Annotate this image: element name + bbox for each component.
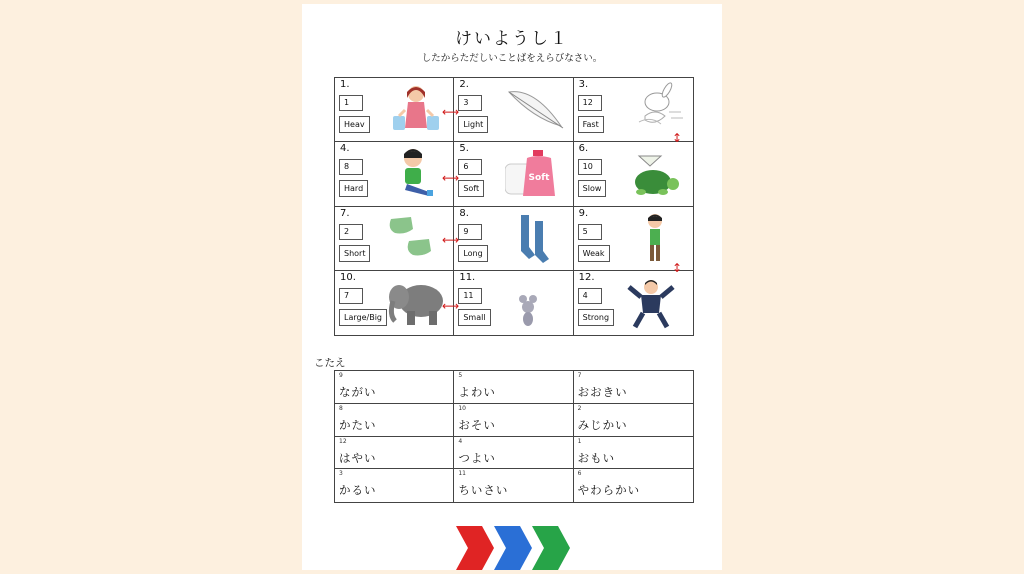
answer-word: みじかい [577,417,628,432]
blue-chevron-icon [494,526,532,570]
answer-number: 9 [339,372,343,379]
answer-cell [335,404,454,437]
vocab-cell [335,142,454,206]
answer-box: 1 [339,95,363,111]
short-socks-icon [385,211,447,265]
answers-label: こたえ [314,357,346,369]
thin-boy-icon [625,211,687,265]
answer-cell [574,404,693,437]
answer-word: おそい [458,417,496,432]
answer-cell [335,437,454,470]
word-box: Long [458,245,487,262]
answer-cell [574,371,693,404]
answer-word: かるい [339,483,377,498]
elephant-icon [385,275,447,329]
vocab-cell [335,78,454,142]
answer-number: 8 [339,404,343,412]
item-number: 1. [340,79,350,90]
answer-box: 4 [578,288,602,304]
vocab-cell [574,271,693,335]
answer-word: はやい [339,450,377,465]
item-number: 6. [578,143,589,155]
word-box: Fast [578,116,604,133]
answer-table [334,370,694,503]
answer-number: 1 [577,437,582,445]
pair-arrow-icon: ⟷ [442,233,460,247]
word-box: Hard [339,180,368,197]
item-number: 8. [459,207,469,219]
vocab-cell [454,78,573,142]
answer-number: 11 [458,470,466,478]
item-number: 2. [459,79,469,90]
worksheet-title: けいようし１ [455,29,569,49]
item-number: 3. [578,79,589,90]
answer-box: 10 [578,159,602,175]
word-box: Heav [339,116,370,133]
pair-arrow-icon: ⟷ [442,171,460,185]
boy-sitting-icon [385,146,447,200]
pair-arrow-icon: ↕ [672,261,683,275]
worksheet-instructions: したからただしいことばをえらびなさい。 [421,53,603,64]
answer-word: おもい [577,450,616,465]
item-number: 9. [578,207,589,219]
answer-word: よわい [458,385,496,399]
turtle-icon [625,146,687,200]
red-chevron-icon [456,526,494,570]
mouse-icon [505,275,567,329]
item-number: 7. [340,207,350,219]
answer-cell [574,469,693,502]
woman-carrying-buckets-icon [385,82,447,136]
vocab-cell [335,271,454,335]
word-box: Weak [578,245,610,262]
answer-number: 2 [577,404,582,412]
vocab-cell [454,207,573,271]
answer-number: 4 [458,437,463,445]
pair-arrow-icon: ⟷ [442,105,460,119]
word-box: Short [339,245,370,262]
word-box: Slow [578,180,607,197]
pair-arrow-icon: ↕ [672,131,683,145]
vocab-cell [454,142,573,206]
answer-box: 7 [339,288,363,304]
vocab-cell [574,142,693,206]
answer-box: 8 [339,159,363,175]
answer-word: ちいさい [458,483,509,498]
word-box: Large/Big [339,309,387,326]
answer-number: 5 [458,372,463,379]
long-socks-icon [505,211,567,265]
item-number: 12. [578,271,595,283]
answer-number: 6 [577,470,582,478]
answer-number: 12 [339,437,347,445]
word-box: Light [458,116,488,133]
answer-box: 5 [578,224,602,240]
answer-word: ながい [339,385,377,399]
answer-cell [335,371,454,404]
answer-number: 3 [339,470,343,478]
answer-number: 10 [458,404,466,412]
strong-man-icon [625,275,687,329]
answer-box: 11 [458,288,482,304]
answer-box: 9 [458,224,482,240]
answer-cell [454,404,573,437]
answer-cell [454,437,573,470]
vocab-cell [335,207,454,271]
word-box: Strong [578,309,614,326]
pair-arrow-icon: ⟷ [442,299,460,313]
green-chevron-icon [532,526,570,570]
item-number: 5. [459,143,469,155]
answer-box: 6 [458,159,482,175]
vocab-cell [454,271,573,335]
worksheet-page [302,4,722,570]
soft-label-text: Soft [528,173,550,184]
item-number: 10. [340,271,356,283]
answer-word: つよい [458,450,496,465]
answer-box: 12 [578,95,602,111]
answer-number: 7 [577,372,582,379]
rabbit-running-icon [625,82,687,136]
answer-box: 2 [339,224,363,240]
answer-word: やわらかい [577,483,641,498]
word-box: Soft [458,180,484,197]
vocabulary-grid [334,77,694,336]
item-number: 11. [459,271,476,283]
feather-icon [505,82,567,136]
fabric-softener-bottle-icon [505,146,567,200]
word-box: Small [458,309,490,326]
answer-word: おおきい [577,385,628,399]
answer-cell [335,469,454,502]
next-slide-button[interactable] [456,526,574,570]
answer-cell [454,469,573,502]
answer-word: かたい [339,417,377,432]
answer-cell [574,437,693,470]
answer-box: 3 [458,95,482,111]
answer-cell [454,371,573,404]
item-number: 4. [340,143,350,155]
